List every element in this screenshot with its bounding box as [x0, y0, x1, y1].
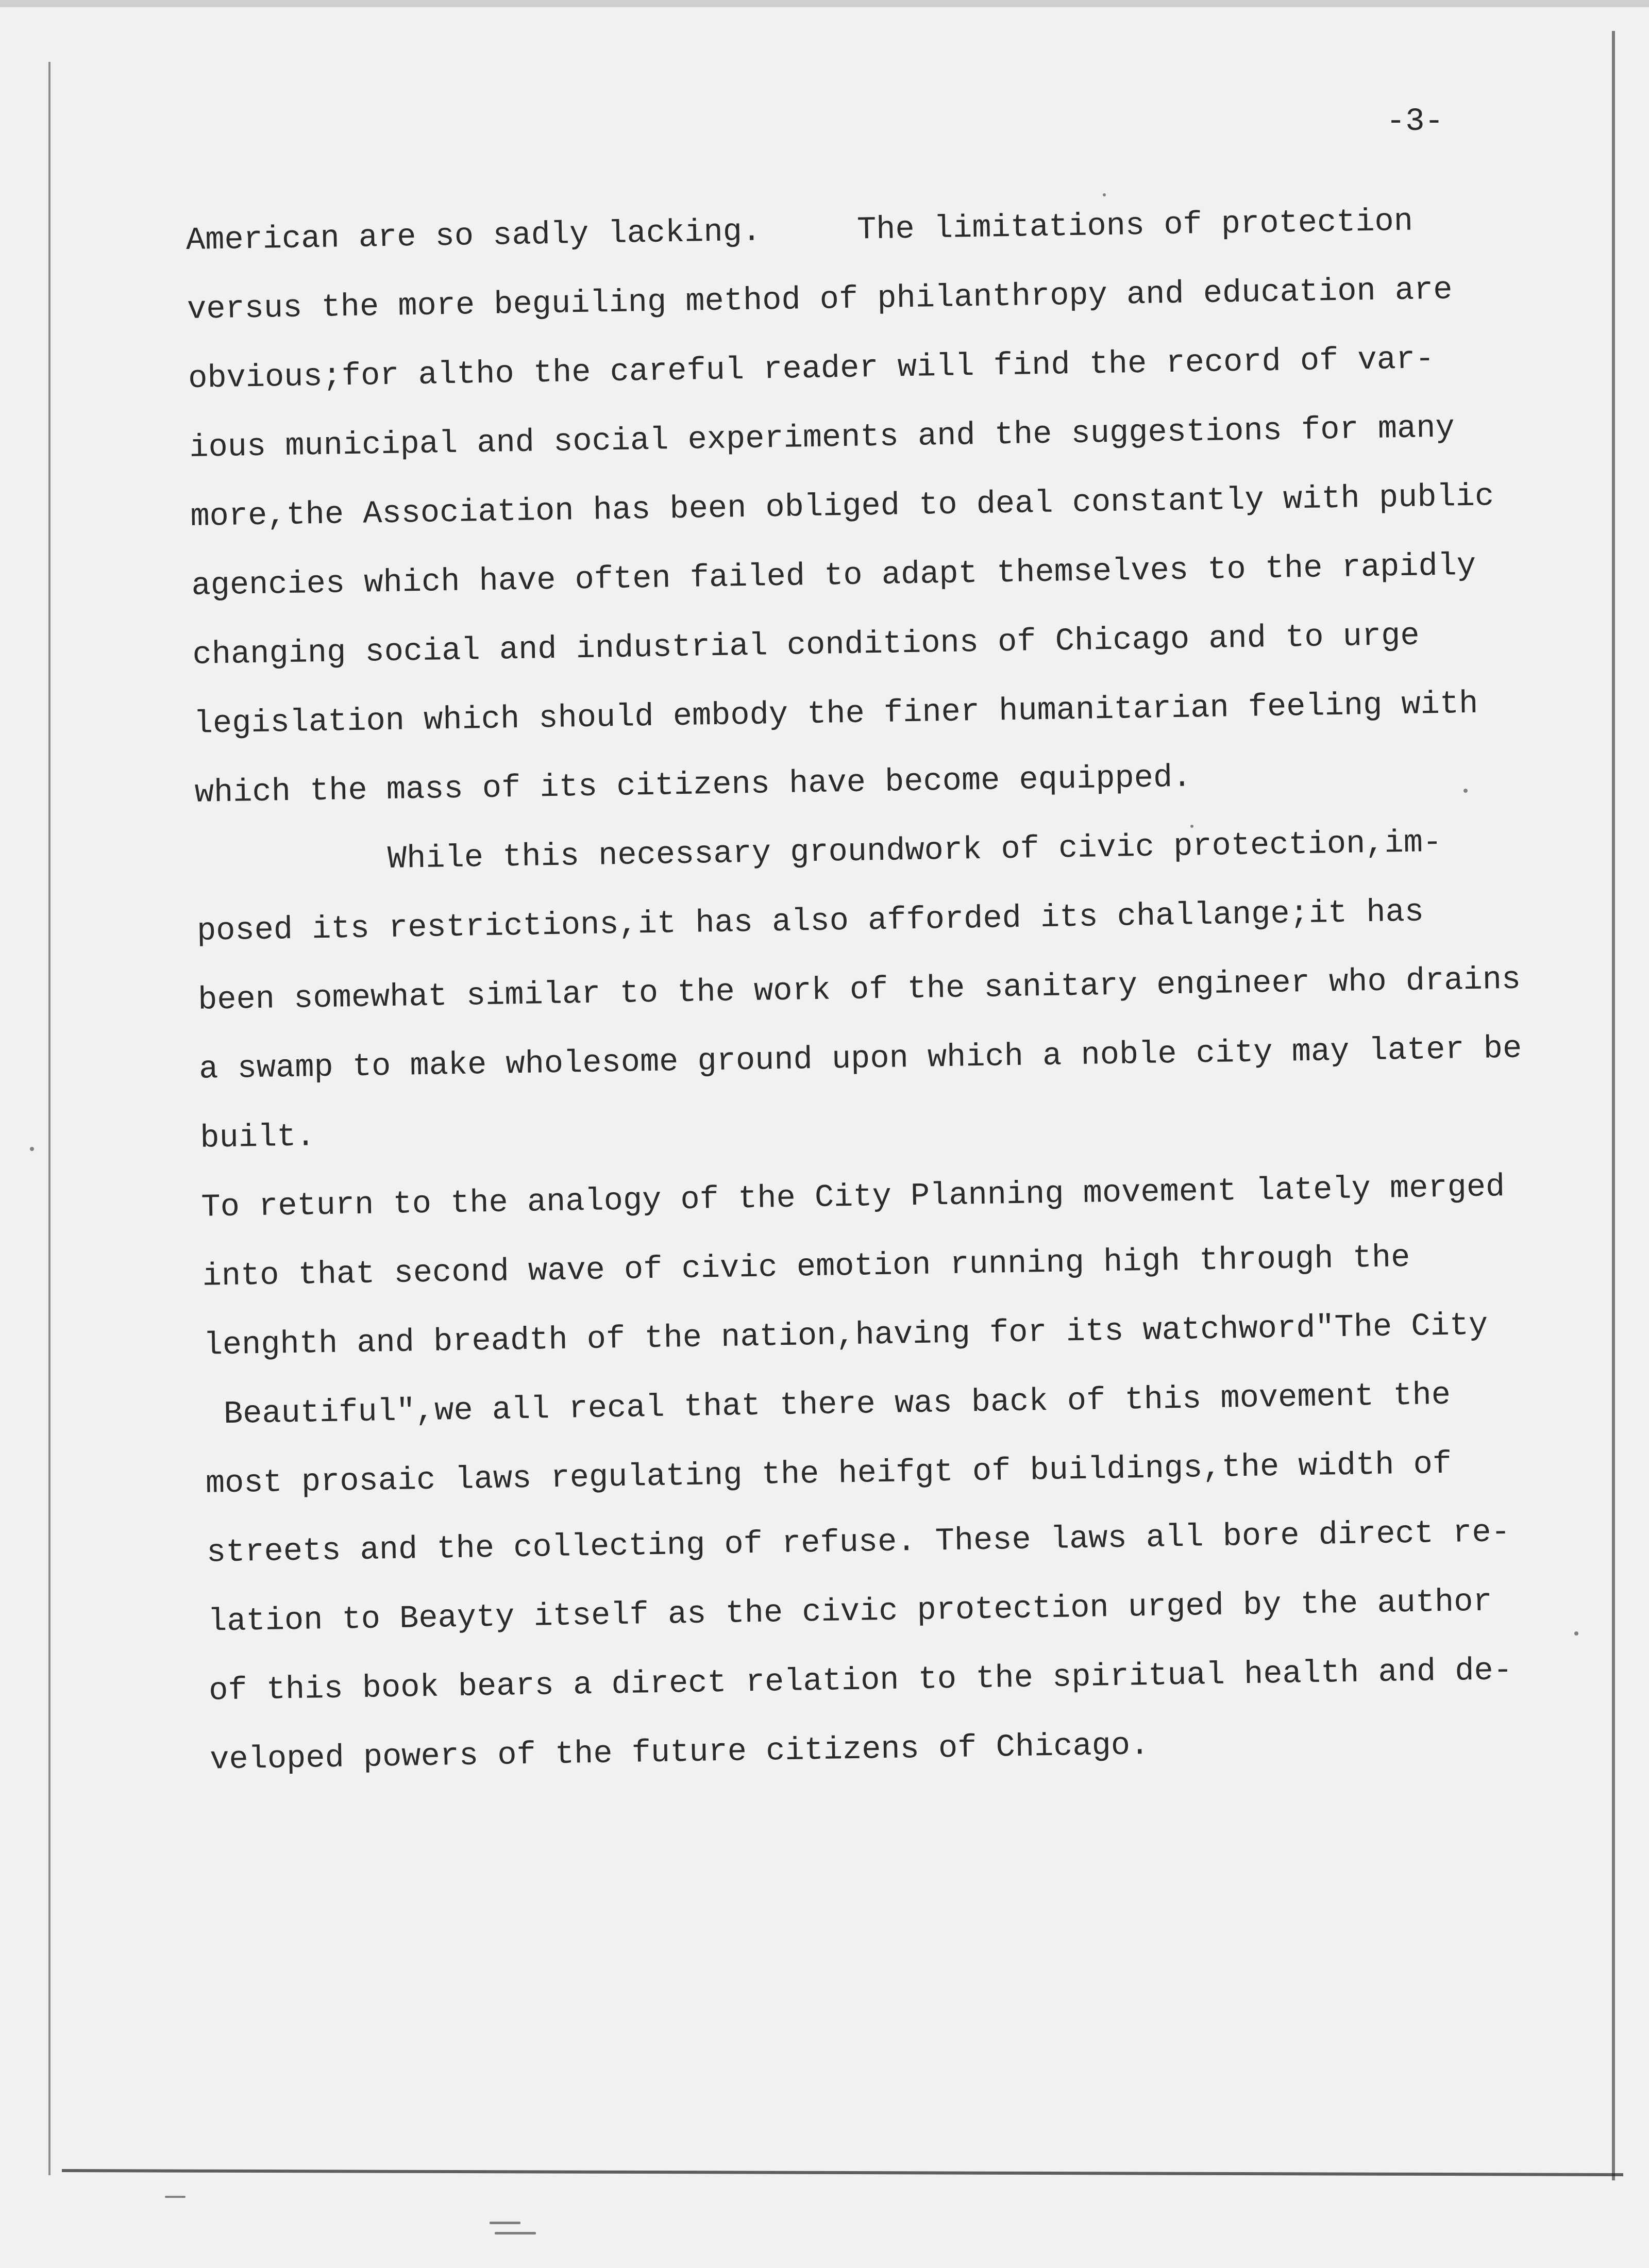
text-line: veloped powers of the future citizens of Chicago.	[209, 1726, 1150, 1778]
text-line: versus the more beguiling method of philanthropy and education are	[187, 271, 1453, 328]
page-bottom-border	[62, 2169, 1623, 2176]
text-line: more,the Association has been obliged to deal constantly with public	[190, 478, 1494, 535]
scan-top-edge	[0, 0, 1649, 7]
text-line: changing social and industrial conditions of Chicago and to urge	[192, 617, 1420, 673]
text-line: most prosaic laws regulating the heifgt of buildings,the width of	[205, 1445, 1452, 1502]
text-line: While this necessary groundwork of civic protection,im-	[195, 824, 1442, 880]
page-left-border	[48, 62, 51, 2175]
text-line: lation to Beayty itself as the civic protection urged by the author	[207, 1583, 1493, 1640]
text-line: which the mass of its citizens have become equipped.	[194, 759, 1192, 811]
text-line: of this book bears a direct relation to the spiritual health and de-	[208, 1652, 1513, 1709]
text-line: posed its restrictions,it has also afforded its challange;it has	[196, 893, 1424, 949]
page-number: -3-	[1386, 103, 1444, 140]
text-line: agencies which have often failed to adapt themselves to the rapidly	[191, 547, 1476, 604]
page-right-border	[1612, 31, 1615, 2180]
text-line: obvious;for altho the careful reader will find the record of var-	[188, 340, 1435, 397]
ink-speck	[165, 2196, 186, 2198]
text-line: American are so sadly lacking. The limitations of protection	[186, 203, 1414, 259]
text-line: To return to the analogy of the City Planning movement lately merged	[200, 1169, 1505, 1226]
text-line: built.	[199, 1118, 316, 1157]
ink-speck	[30, 1147, 34, 1151]
typed-text-body	[186, 185, 1602, 1795]
text-line: legislation which should embody the finer humanitarian feeling with	[193, 685, 1478, 742]
ink-speck	[490, 2222, 520, 2224]
text-line: lenghth and breadth of the nation,having for its watchword"The City	[203, 1307, 1488, 1364]
ink-speck	[495, 2232, 536, 2234]
text-line: been somewhat similar to the work of the sanitary engineer who drains	[197, 961, 1521, 1019]
text-line: ious municipal and social experiments and the suggestions for many	[189, 409, 1455, 466]
text-line: Beautiful",we all recal that there was back of this movement the	[204, 1376, 1451, 1433]
text-line: a swamp to make wholesome ground upon which a noble city may later be	[198, 1030, 1522, 1088]
text-line: streets and the collecting of refuse. These laws all bore direct re-	[206, 1513, 1511, 1571]
text-line: into that second wave of civic emotion running high through the	[202, 1239, 1410, 1295]
